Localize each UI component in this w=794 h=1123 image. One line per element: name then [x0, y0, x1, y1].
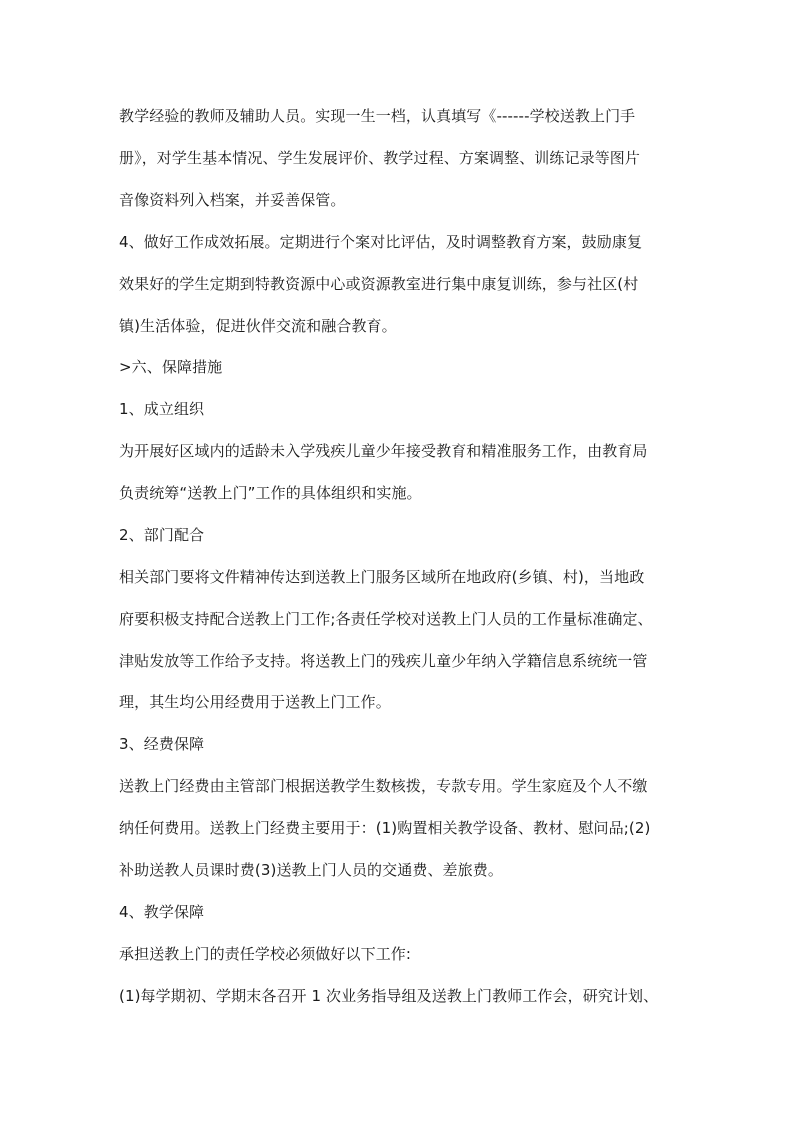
- paragraph-line: 津贴发放等工作给予支持。将送教上门的残疾儿童少年纳入学籍信息系统统一管: [119, 652, 648, 670]
- subsection-heading: 2、部门配合: [119, 526, 205, 544]
- paragraph-line: 4、做好工作成效拓展。定期进行个案对比评估，及时调整教育方案，鼓励康复: [119, 233, 643, 251]
- subsection-heading: 1、成立组织: [119, 400, 205, 418]
- paragraph-line: 相关部门要将文件精神传达到送教上门服务区域所在地政府(乡镇、村)，当地政: [119, 568, 645, 586]
- paragraph-line: 承担送教上门的责任学校必须做好以下工作:: [119, 945, 412, 963]
- paragraph-line: 为开展好区域内的适龄未入学残疾儿童少年接受教育和精准服务工作，由教育局: [119, 442, 648, 460]
- paragraph-line: (1)每学期初、学期末各召开 1 次业务指导组及送教上门教师工作会，研究计划、: [119, 987, 659, 1005]
- subsection-heading: 3、经费保障: [119, 735, 205, 753]
- paragraph-line: 送教上门经费由主管部门根据送教学生数核拨，专款专用。学生家庭及个人不缴: [119, 777, 648, 795]
- paragraph-line: 音像资料列入档案，并妥善保管。: [119, 191, 346, 209]
- paragraph-line: 理，其生均公用经费用于送教上门工作。: [119, 693, 391, 711]
- paragraph-line: 纳任何费用。送教上门经费主要用于：(1)购置相关教学设备、教材、慰问品;(2): [119, 819, 651, 837]
- subsection-heading: 4、教学保障: [119, 903, 205, 921]
- paragraph-line: 教学经验的教师及辅助人员。实现一生一档，认真填写《------学校送教上门手: [119, 107, 636, 125]
- paragraph-line: 效果好的学生定期到特教资源中心或资源教室进行集中康复训练，参与社区(村: [119, 275, 639, 293]
- paragraph-line: 负责统筹“送教上门”工作的具体组织和实施。: [119, 484, 422, 502]
- paragraph-line: 补助送教人员课时费(3)送教上门人员的交通费、差旅费。: [119, 861, 503, 879]
- paragraph-line: 府要积极支持配合送教上门工作;各责任学校对送教上门人员的工作量标准确定、: [119, 610, 653, 628]
- section-heading: >六、保障措施: [119, 358, 223, 376]
- paragraph-line: 册》，对学生基本情况、学生发展评价、教学过程、方案调整、训练记录等图片: [119, 149, 641, 167]
- paragraph-line: 镇)生活体验，促进伙伴交流和融合教育。: [119, 317, 397, 335]
